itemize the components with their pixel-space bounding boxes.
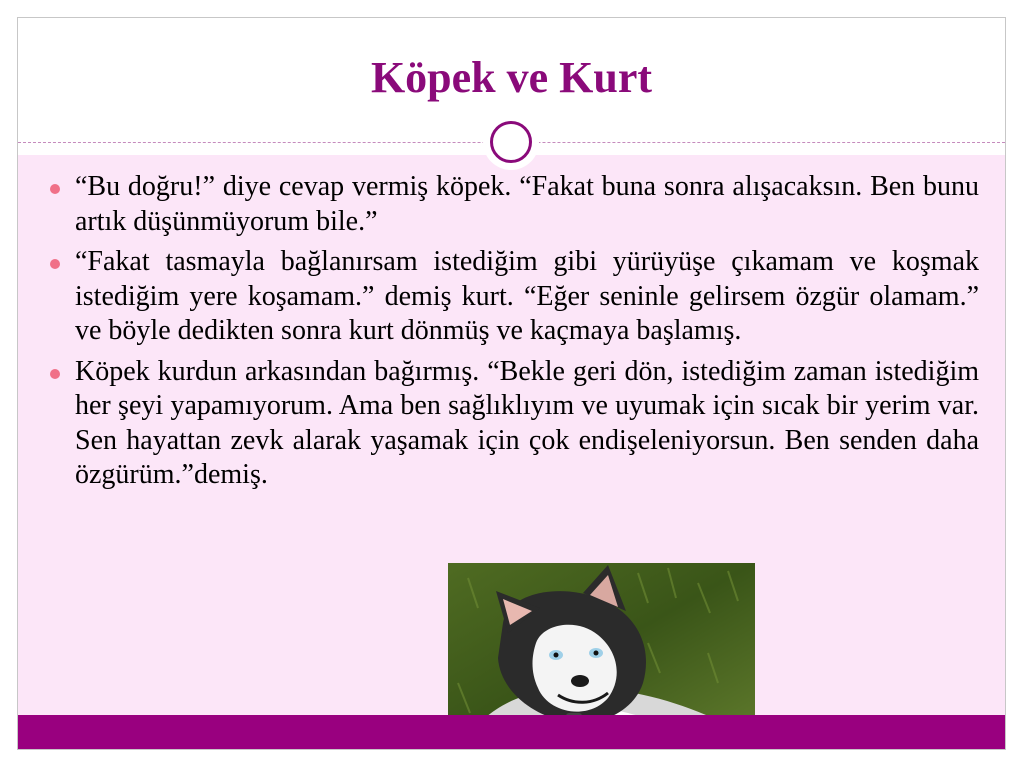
bullet-item (44, 355, 979, 493)
bullet-item (44, 170, 979, 239)
bullet-text: “Bu doğru!” diye cevap vermiş köpek. “Fakat buna sonra alışacaksın. Ben bunu artık düşünmüyorum bile.” (75, 171, 979, 237)
bullet-dot-icon (50, 184, 60, 194)
bullet-text: “Fakat tasmayla bağlanırsam istediğim gibi yürüyüşe çıkamam ve koşmak istediğim yere koşamam.” demiş kurt. “Eğer seninle gelirsem özgür olamam.” ve böyle dedikten sonra kurt dönmüş ve kaçmaya başlamış. (75, 246, 979, 346)
bullet-text: Köpek kurdun arkasından bağırmış. “Bekle geri dön, istediğim zaman istediğim her şeyi yapamıyorum. Ama ben sağlıklıyım ve uyumak için sıcak bir yerim var. Sen hayattan zevk alarak yaşamak için çok endişeleniyorsun. Ben senden daha özgürüm.”demiş. (75, 355, 979, 490)
bullet-list (44, 170, 979, 499)
bullet-item (44, 245, 979, 349)
bottom-accent-bar (18, 715, 1005, 749)
slide-title: Köpek ve Kurt (370, 53, 653, 102)
husky-dog-photo (448, 563, 755, 739)
bullet-dot-icon (50, 259, 60, 269)
bullet-dot-icon (50, 369, 60, 379)
circle-ornament-icon (490, 121, 532, 163)
